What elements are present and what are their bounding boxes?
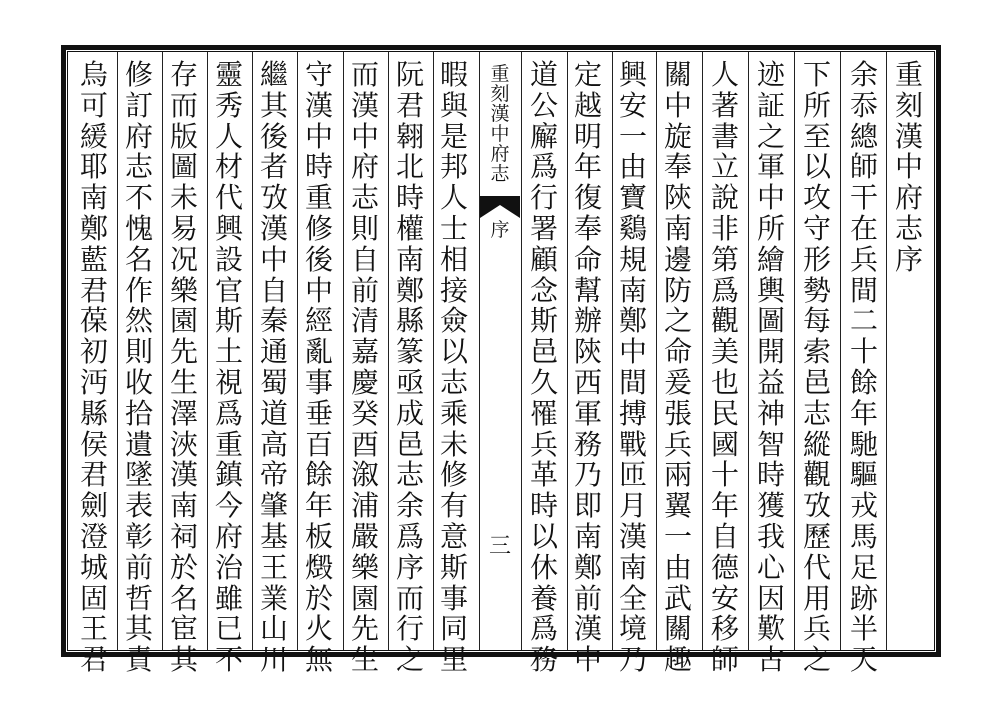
column-divider: [162, 52, 163, 650]
column-divider: [207, 52, 208, 650]
column-divider: [343, 52, 344, 650]
page-number: 三: [488, 534, 511, 559]
text-column-2: 下所至以攻守形勢每索邑志縱觀攷歷代用兵之: [802, 58, 831, 677]
column-divider: [840, 52, 841, 650]
column-divider: [702, 52, 703, 650]
column-divider: [388, 52, 389, 650]
text-column-16: 修訂府志不愧名作然則收拾遺墜表彰前哲其責: [124, 58, 153, 677]
text-column-11: 而漢中府志則自前清嘉慶癸酉溆浦嚴樂園先生: [350, 58, 379, 677]
text-column-17: 烏可緩耶南鄭藍君葆初沔縣侯君劍澄城固王君: [79, 58, 108, 677]
column-divider: [567, 52, 568, 650]
text-column-15: 存而版圖未易况樂園先生澤浹漢南祠於名宦其: [169, 58, 198, 677]
fishtail-marker: [480, 196, 520, 218]
text-column-10: 阮君翱北時權南鄭縣篆亟成邑志余爲序而行之: [395, 58, 424, 677]
text-column-12: 守漢中時重修後中經亂事垂百餘年板燬於火無: [304, 58, 333, 677]
text-column-7: 定越明年復奉命幫辦陝西軍務乃即南鄭前漢中: [573, 58, 602, 677]
text-column-9: 暇與是邦人士相接僉以志乘未修有意斯事同里: [439, 58, 468, 677]
text-column-title: 重刻漢中府志序: [894, 58, 923, 276]
column-divider: [297, 52, 298, 650]
column-divider: [252, 52, 253, 650]
column-divider: [656, 52, 657, 650]
text-column-1: 余忝總師干在兵間二十餘年馳驅戎馬足跡半天: [849, 58, 878, 677]
column-divider: [612, 52, 613, 650]
column-divider: [886, 52, 887, 650]
fold-column: [478, 52, 522, 650]
column-divider: [794, 52, 795, 650]
text-column-5: 關中旋奉陝南邊防之命爰張兵兩翼一由武關趣: [663, 58, 692, 677]
section-label: 序: [490, 219, 510, 241]
text-column-13: 繼其後者攷漢中自秦通蜀道高帝肇基王業山川: [259, 58, 288, 677]
text-column-4: 人著書立說非第爲觀美也民國十年自德安移師: [710, 58, 739, 677]
text-column-8: 道公廨爲行署顧念斯邑久罹兵革時以休養爲務: [529, 58, 558, 677]
column-divider: [748, 52, 749, 650]
column-divider: [117, 52, 118, 650]
text-column-3: 迹証之軍中所繪輿圖開益神智時獲我心因歎古: [756, 58, 785, 677]
text-column-6: 興安一由寶鷄規南鄭中間搏戰匝月漢南全境乃: [618, 58, 647, 677]
column-divider: [433, 52, 434, 650]
text-column-14: 靈秀人材代興設官斯土視爲重鎮今府治雖已不: [214, 58, 243, 677]
running-title: 重刻漢中府志: [490, 63, 510, 185]
